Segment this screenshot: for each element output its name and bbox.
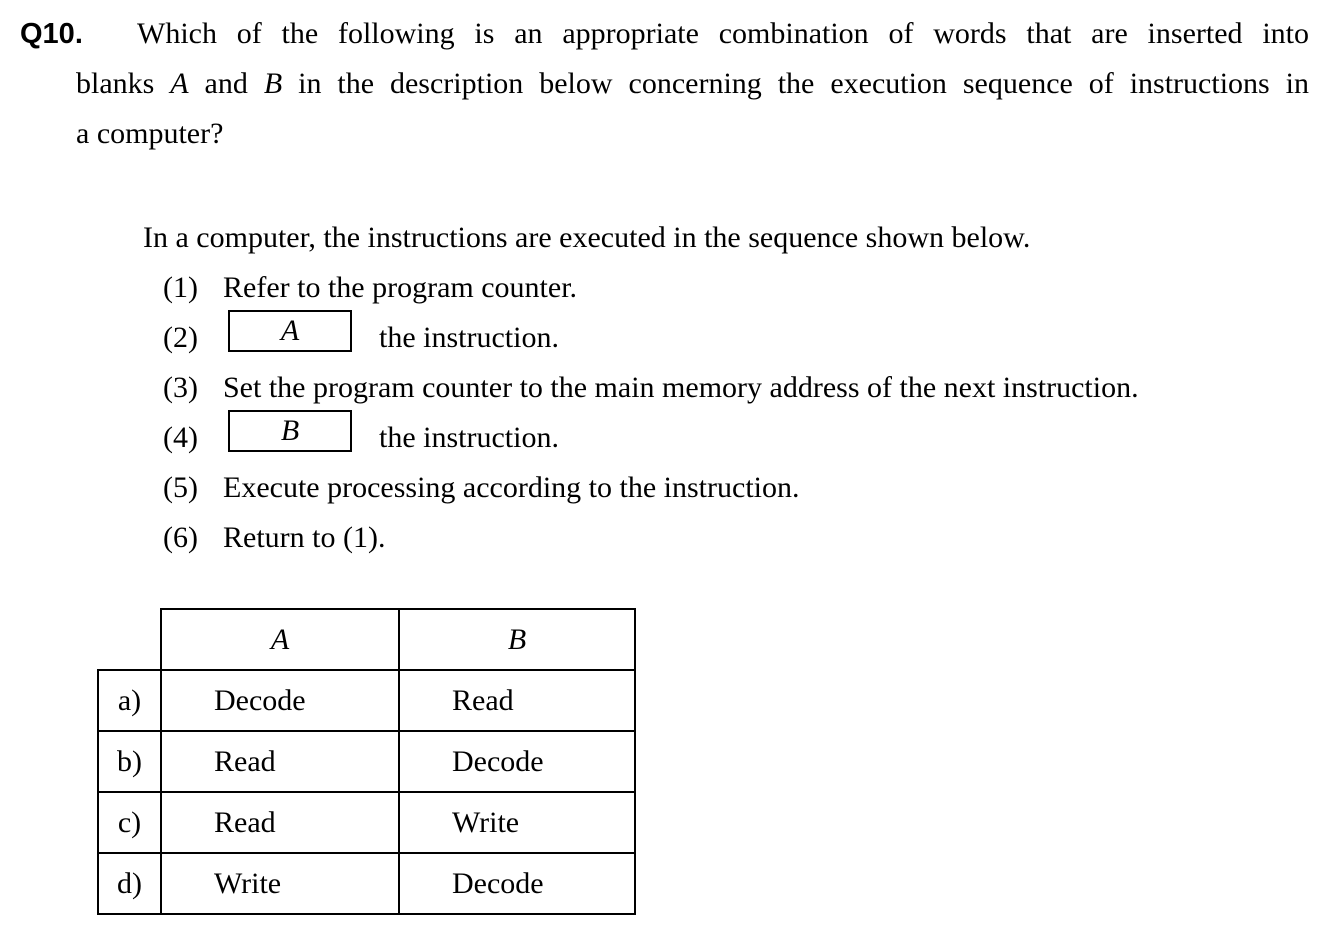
step-number: (2) — [163, 321, 198, 354]
step-4 — [0, 410, 1330, 458]
step-text: the instruction. — [379, 421, 559, 454]
step-text: Refer to the program counter. — [223, 271, 578, 304]
step-6 — [0, 518, 1330, 558]
step-number: (4) — [163, 421, 198, 454]
answer-row-d[interactable] — [98, 853, 635, 914]
step-text: the instruction. — [379, 321, 559, 354]
option-b-value: Write — [399, 792, 635, 853]
answer-row-b[interactable] — [98, 731, 635, 792]
step-number: (5) — [163, 471, 198, 504]
blank-b-box: B — [228, 410, 352, 452]
option-b-value: Read — [399, 670, 635, 731]
question-number: Q10. — [20, 18, 83, 50]
question-text-segment: and — [188, 67, 264, 100]
description-intro: In a computer, the instructions are executed in the sequence shown below. — [143, 221, 1031, 254]
step-text: Execute processing according to the instruction. — [223, 471, 800, 504]
option-label: c) — [98, 792, 161, 853]
question-text-line-1: Which of the following is an appropriate combination of words that are inserted into — [137, 17, 1309, 50]
question-text-segment: blanks — [76, 67, 171, 100]
empty-corner-cell — [98, 609, 161, 670]
answer-table — [97, 608, 636, 915]
step-5 — [0, 468, 1330, 508]
blank-a-box: A — [228, 310, 352, 352]
option-a-value: Decode — [161, 670, 399, 731]
step-number: (6) — [163, 521, 198, 554]
option-label: a) — [98, 670, 161, 731]
question-text-segment: in the description below concerning the execution sequence of instructions in — [282, 67, 1309, 100]
step-text: Return to (1). — [223, 521, 386, 554]
step-2 — [0, 310, 1330, 358]
option-label: d) — [98, 853, 161, 914]
column-header-a: A — [161, 609, 399, 670]
answer-table-header-row — [98, 609, 635, 670]
option-a-value: Read — [161, 792, 399, 853]
step-3 — [0, 368, 1330, 408]
option-a-value: Read — [161, 731, 399, 792]
blank-b-reference: B — [263, 67, 283, 100]
option-label: b) — [98, 731, 161, 792]
question-text-line-2 — [76, 64, 1309, 104]
blank-a-reference: A — [170, 67, 189, 100]
column-header-b: B — [399, 609, 635, 670]
step-1 — [0, 268, 1330, 308]
option-b-value: Decode — [399, 731, 635, 792]
step-number: (3) — [163, 371, 198, 404]
question-text-line-3: a computer? — [76, 117, 224, 150]
answer-row-a[interactable] — [98, 670, 635, 731]
option-a-value: Write — [161, 853, 399, 914]
step-number: (1) — [163, 271, 198, 304]
option-b-value: Decode — [399, 853, 635, 914]
answer-row-c[interactable] — [98, 792, 635, 853]
step-text: Set the program counter to the main memory address of the next instruction. — [223, 371, 1139, 404]
